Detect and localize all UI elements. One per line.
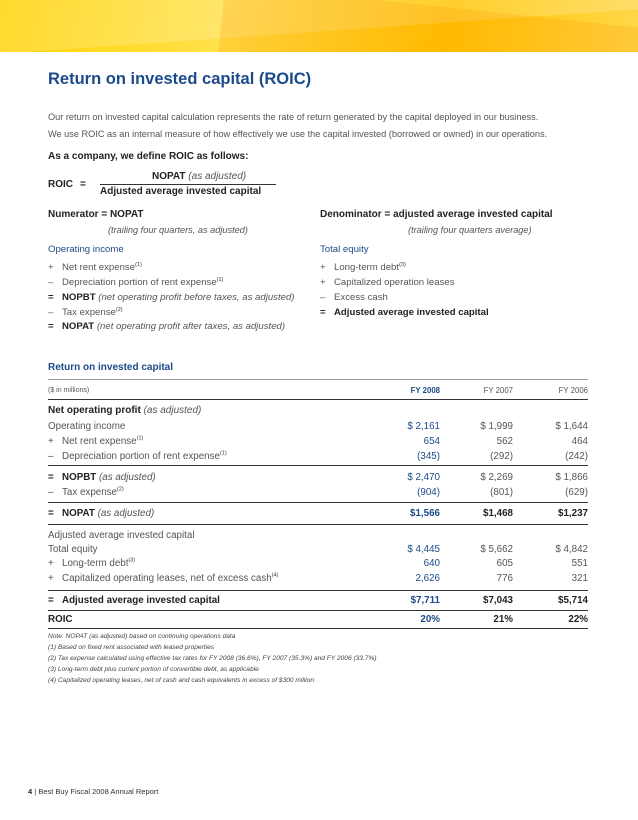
- denominator-title: Denominator = adjusted average invested capital: [320, 209, 553, 220]
- table-cell: (242): [565, 451, 588, 462]
- footnote-ref: (2): [115, 306, 123, 313]
- table-cell: 551: [571, 558, 588, 569]
- table-row-label: [48, 487, 124, 498]
- table-cell: $ 4,842: [555, 544, 588, 555]
- table-row-label: [48, 451, 227, 462]
- table-cell: (629): [565, 487, 588, 498]
- table-row-prefix: +: [48, 573, 54, 584]
- table-cell: $1,468: [483, 508, 513, 519]
- table-row-label: [48, 544, 98, 555]
- roic-equals: =: [80, 179, 86, 190]
- fraction-line: [100, 184, 276, 185]
- table-row-text: Long-term debt: [62, 558, 129, 569]
- footnote: (2) Tax expense calculated using effective tax rates for FY 2008 (36.6%), FY 2007 (35.3%) and FY 2006 (33.7%): [48, 655, 377, 662]
- table-cell: $5,714: [558, 595, 588, 606]
- footnote: Note: NOPAT (as adjusted) based on continuing operations data: [48, 633, 236, 640]
- footnote-ref: (1): [135, 261, 142, 268]
- table-row-text: Operating income: [48, 421, 126, 432]
- table-row-label: [48, 573, 278, 584]
- table-cell: $7,043: [483, 595, 513, 606]
- denominator-line-prefix: +: [320, 262, 326, 273]
- section1-label: Net operating profit: [48, 405, 141, 416]
- table-cell: 654: [423, 436, 440, 447]
- footnote-ref: (1): [219, 450, 227, 457]
- table-row-text: Capitalized operating leases, net of excess cash: [62, 573, 272, 584]
- table-row-text: NOPBT: [62, 472, 97, 483]
- table-row-prefix: =: [48, 472, 54, 483]
- numerator-line: [48, 307, 123, 318]
- numerator-line-prefix: +: [48, 262, 54, 273]
- table-cell: $ 2,470: [407, 472, 440, 483]
- denominator-line-prefix: –: [320, 292, 326, 303]
- roic-denominator: Adjusted average invested capital: [100, 186, 262, 197]
- numerator-line-text: Net rent expense: [62, 262, 136, 273]
- denominator-line-text: Total equity: [320, 244, 369, 255]
- table-row-label: [48, 421, 125, 432]
- table-cell: 2,626: [415, 573, 440, 584]
- section1-note: (as adjusted): [143, 405, 202, 416]
- numerator-line-text: Tax expense: [62, 307, 116, 318]
- table-cell: $ 1,999: [480, 421, 513, 432]
- table-row-text: Tax expense: [62, 487, 118, 498]
- table-row-text: Total equity: [48, 544, 98, 555]
- table-cell: 640: [423, 558, 440, 569]
- footnote-ref: (2): [117, 486, 124, 493]
- table-cell: 464: [571, 436, 588, 447]
- table-units: ($ in millions): [48, 387, 90, 394]
- table-cell: (345): [417, 451, 440, 462]
- numerator-line-prefix: –: [48, 277, 54, 288]
- table-cell: $1,566: [410, 508, 440, 519]
- header-rule: [48, 399, 588, 400]
- table-cell: 776: [496, 573, 513, 584]
- table-cell: $ 2,161: [407, 421, 440, 432]
- table-cell: $ 4,445: [407, 544, 440, 555]
- table-cell: (904): [417, 487, 440, 498]
- rule-before-nopat: [48, 502, 588, 503]
- page-footer: [28, 787, 158, 796]
- denominator-line-text: Long-term debt: [334, 262, 400, 273]
- denominator-line: [320, 244, 369, 255]
- roic-numerator: [152, 171, 246, 182]
- table-row-label: [48, 436, 143, 447]
- numerator-line-text: NOPBT: [62, 292, 96, 303]
- numerator-line: [48, 292, 295, 303]
- column-header-fy2006: FY 2006: [558, 386, 588, 395]
- table-cell: $ 5,662: [480, 544, 513, 555]
- table-cell: (801): [490, 487, 513, 498]
- denominator-line-text: Capitalized operation leases: [334, 277, 455, 288]
- numerator-line: [48, 277, 223, 288]
- page-title: Return on invested capital (ROIC): [48, 70, 312, 88]
- numerator-line-text: NOPAT: [62, 321, 95, 332]
- footnote: (1) Based on fixed rent associated with leased properties: [48, 644, 215, 651]
- table-row-prefix: =: [48, 508, 54, 519]
- denominator-line-text: Excess cash: [334, 292, 388, 303]
- intro-line-2: We use ROIC as an internal measure of how effectively we use the capital invested (borrowed or owned) in our operations.: [48, 129, 548, 139]
- page-number: 4: [28, 787, 33, 796]
- denominator-line: [320, 307, 489, 318]
- table-row-label: [48, 558, 135, 569]
- footnote: (4) Capitalized operating leases, net of cash and cash equivalents in excess of $300 million: [48, 677, 315, 684]
- numerator-line-prefix: =: [48, 292, 54, 303]
- numerator-line: [48, 321, 285, 332]
- table-row-text: Adjusted average invested capital: [48, 530, 195, 541]
- denominator-line: [320, 262, 406, 273]
- table-cell: $ 1,866: [555, 472, 588, 483]
- footnote-ref: (4): [271, 572, 279, 579]
- table-row-note: (as adjusted): [99, 472, 156, 483]
- denominator-line: [320, 292, 388, 303]
- table-cell: $1,237: [558, 508, 588, 519]
- denominator-subtitle: (trailing four quarters average): [408, 225, 532, 235]
- footer-separator: |: [34, 787, 37, 796]
- numerator-nopat: NOPAT: [152, 171, 186, 182]
- footnote-ref: (1): [136, 435, 144, 442]
- roic-label: ROIC: [48, 179, 73, 190]
- footer-text: Best Buy Fiscal 2008 Annual Report: [38, 787, 159, 796]
- table-row-text: NOPAT: [62, 508, 95, 519]
- numerator-line-note: (net operating profit before taxes, as adjusted): [98, 292, 295, 303]
- rule-after-nopat: [48, 524, 588, 525]
- table-row-note: (as adjusted): [97, 508, 155, 519]
- table-cell: $ 1,644: [555, 421, 588, 432]
- table-cell: $7,711: [410, 595, 440, 606]
- numerator-line: [48, 262, 142, 273]
- numerator-line-prefix: –: [48, 307, 54, 318]
- table-row-label: [48, 508, 154, 519]
- table-row-prefix: +: [48, 558, 54, 569]
- table-cell: $ 2,269: [480, 472, 513, 483]
- table-cell: 20%: [420, 614, 440, 625]
- table-cell: 22%: [568, 614, 588, 625]
- denominator-line: [320, 277, 455, 288]
- denominator-line-text: Adjusted average invested capital: [334, 307, 489, 318]
- numerator-line-note: (net operating profit after taxes, as adjusted): [96, 321, 286, 332]
- table-row-text: Net rent expense: [62, 436, 137, 447]
- denominator-line-prefix: =: [320, 307, 326, 318]
- numerator-note: (as adjusted): [188, 171, 247, 182]
- header-banner: [0, 0, 638, 52]
- intro-line-1: Our return on invested capital calculation represents the rate of return generated by the capital deployed in our business.: [48, 112, 539, 122]
- table-row-text: Depreciation portion of rent expense: [62, 451, 220, 462]
- column-header-fy2008: FY 2008: [410, 386, 440, 395]
- numerator-line-text: Depreciation portion of rent expense: [62, 277, 217, 288]
- table-row-label: [48, 614, 73, 625]
- footnote-ref: (1): [216, 276, 224, 283]
- rule-before-roic: [48, 610, 588, 611]
- table-cell: 21%: [493, 614, 513, 625]
- rule-before-nopbt: [48, 465, 588, 466]
- table-row-prefix: –: [48, 487, 54, 498]
- table-cell: 321: [571, 573, 588, 584]
- numerator-line: [48, 244, 124, 255]
- table-row-prefix: –: [48, 451, 54, 462]
- table-row-text: Adjusted average invested capital: [62, 595, 220, 606]
- section1-title: [48, 405, 201, 416]
- table-cell: 605: [496, 558, 513, 569]
- footnote: (3) Long-term debt plus current portion of convertible debt, as applicable: [48, 666, 259, 673]
- table-heading: Return on invested capital: [48, 362, 174, 373]
- table-top-rule: [48, 379, 588, 380]
- numerator-line-text: Operating income: [48, 244, 124, 255]
- rule-after-roic: [48, 628, 588, 629]
- denominator-line-prefix: +: [320, 277, 326, 288]
- rule-before-aaic: [48, 590, 588, 591]
- numerator-subtitle: (trailing four quarters, as adjusted): [108, 225, 248, 235]
- definition-heading: As a company, we define ROIC as follows:: [48, 151, 249, 162]
- table-row-prefix: =: [48, 595, 54, 606]
- footnote-ref: (3): [399, 261, 406, 268]
- numerator-title: Numerator = NOPAT: [48, 209, 144, 220]
- table-cell: 562: [496, 436, 513, 447]
- footnote-ref: (3): [128, 557, 136, 564]
- table-row-prefix: +: [48, 436, 54, 447]
- column-header-fy2007: FY 2007: [483, 386, 513, 395]
- table-row-label: [48, 472, 156, 483]
- table-row-label: [48, 530, 195, 541]
- table-row-text: ROIC: [48, 614, 73, 625]
- numerator-line-prefix: =: [48, 321, 54, 332]
- table-row-label: [48, 595, 220, 606]
- table-cell: (292): [490, 451, 513, 462]
